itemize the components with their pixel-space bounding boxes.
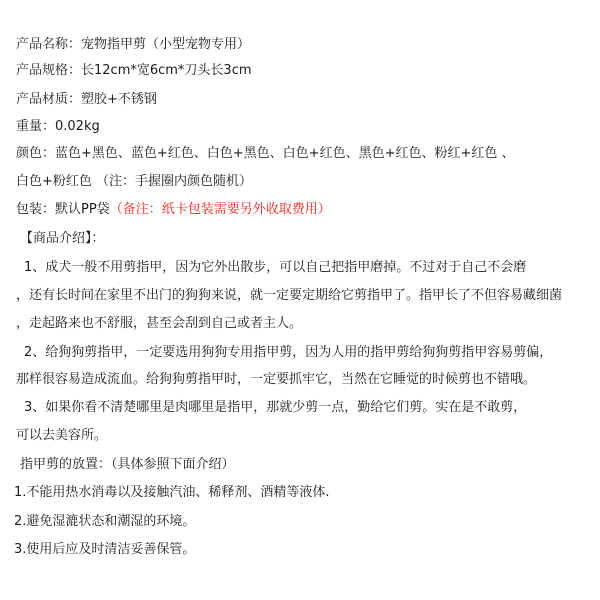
product-spec: 产品规格：长12cm*宽6cm*刀头长3cm xyxy=(16,63,252,78)
storage-item-1: 1.不能用热水消毒以及接触汽油、稀释剂、酒精等液体. xyxy=(14,485,330,500)
intro-p1-line-1: 1、成犬一般不用剪指甲，因为它外出散步，可以自己把指甲磨掉。不过对于自己不会磨 xyxy=(24,260,527,275)
intro-p2-line-2: 那样很容易造成流血。给狗狗剪指甲时，一定要抓牢它，当然在它睡觉的时候剪也不错哦。 xyxy=(16,372,537,387)
intro-p1-line-2: ，还有长时间在家里不出门的狗狗来说，就一定要定期给它剪指甲了。指甲长了不但容易藏细菌 xyxy=(16,288,563,303)
intro-heading: 【商品介绍】： xyxy=(20,231,105,246)
packaging-note: （备注：纸卡包装需要另外收取费用） xyxy=(109,202,331,217)
product-material: 产品材质：塑胶+不锈钢 xyxy=(16,92,157,107)
storage-item-2: 2.避免湿漉状态和潮湿的环境。 xyxy=(14,514,196,529)
intro-p1-line-3: ，走起路来也不舒服，甚至会刮到自己或者主人。 xyxy=(16,316,303,331)
product-colors-line-2: 白色+粉红色 （注：手握圈内颜色随机） xyxy=(16,174,253,189)
intro-p3-line-2: 可以去美容所。 xyxy=(16,428,108,443)
product-weight: 重量：0.02kg xyxy=(16,119,100,134)
product-packaging xyxy=(16,201,331,219)
storage-item-3: 3.使用后应及时清洁妥善保管。 xyxy=(14,542,196,557)
intro-p2-line-1: 2、给狗狗剪指甲，一定要选用狗狗专用指甲剪，因为人用的指甲剪给狗狗剪指甲容易剪偏， xyxy=(24,345,553,360)
intro-p3-line-1: 3、如果你看不清楚哪里是肉哪里是指甲，那就少剪一点，勤给它们剪。实在是不敢剪， xyxy=(24,400,527,415)
product-name: 产品名称：宠物指甲剪（小型宠物专用） xyxy=(16,37,251,52)
product-colors-line-1: 颜色：蓝色+黑色、蓝色+红色、白色+黑色、白色+红色、黑色+红色、粉红+红色 、 xyxy=(16,146,515,161)
storage-heading: 指甲剪的放置：（具体参照下面介绍） xyxy=(20,457,235,472)
packaging-label: 包装：默认PP袋 xyxy=(16,202,110,217)
